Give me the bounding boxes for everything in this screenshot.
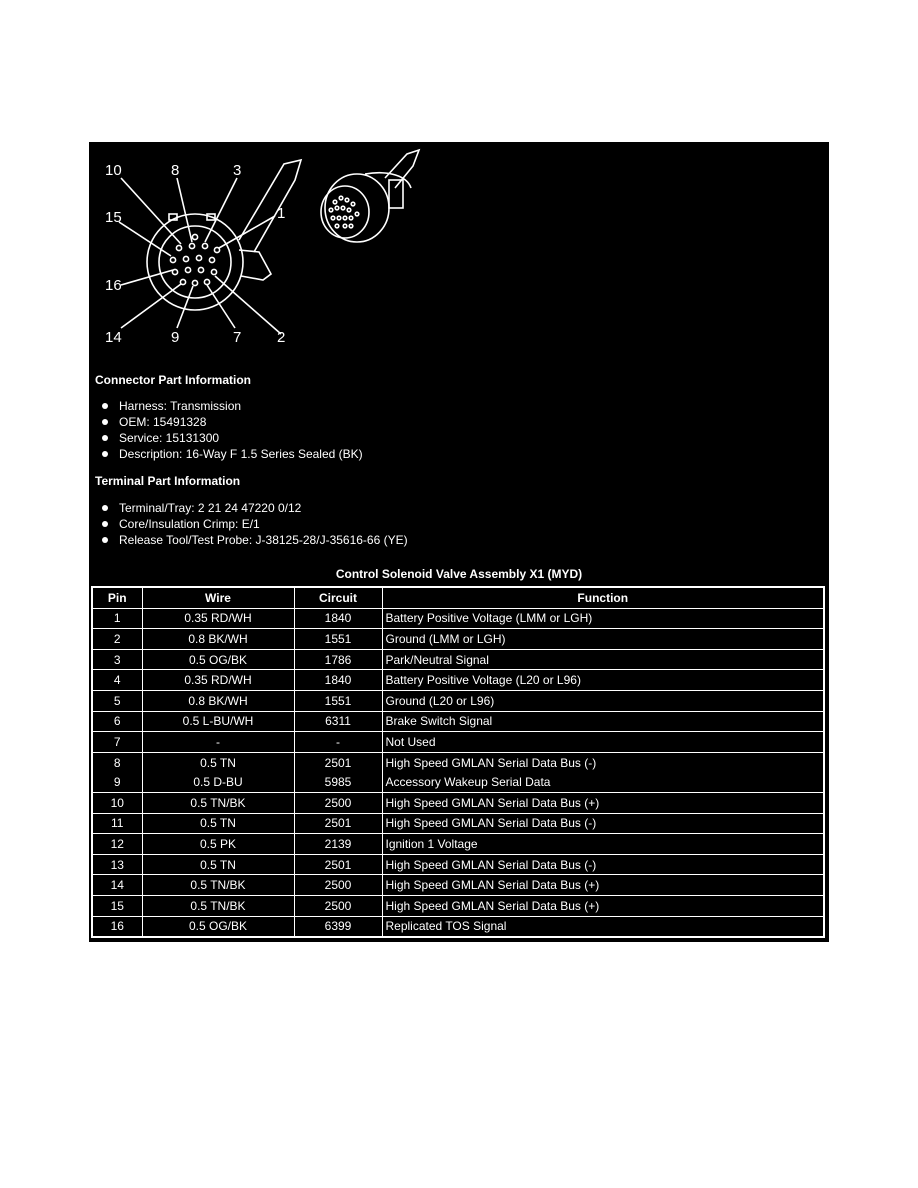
table-row xyxy=(92,670,824,691)
pin-cell: 11 xyxy=(92,813,142,834)
pin-callout: 10 xyxy=(105,162,122,179)
table-row xyxy=(92,690,824,711)
table-row xyxy=(92,732,824,753)
pin-cell: 8 xyxy=(92,752,142,772)
connector-outer-ring xyxy=(147,214,243,310)
pin-callout: 16 xyxy=(105,277,122,294)
function-cell: High Speed GMLAN Serial Data Bus (+) xyxy=(382,875,824,896)
table-row xyxy=(92,895,824,916)
function-cell: Not Used xyxy=(382,732,824,753)
function-cell: Ground (L20 or L96) xyxy=(382,690,824,711)
function-cell: Battery Positive Voltage (LMM or LGH) xyxy=(382,608,824,629)
pin-callout: 1 xyxy=(277,205,286,222)
list-item: Release Tool/Test Probe: J-38125-28/J-35616-66 (YE) xyxy=(101,532,408,548)
circuit-cell: 5985 xyxy=(294,772,382,792)
function-cell: Ignition 1 Voltage xyxy=(382,834,824,855)
pin-cell: 15 xyxy=(92,895,142,916)
column-header: Pin xyxy=(92,587,142,608)
pin-cell: 3 xyxy=(92,649,142,670)
pin-callout: 8 xyxy=(171,162,180,179)
pin-callout: 15 xyxy=(105,209,122,226)
table-row xyxy=(92,875,824,896)
latch-arm xyxy=(239,160,301,252)
wire-cell: 0.5 OG/BK xyxy=(142,649,294,670)
list-item: Core/Insulation Crimp: E/1 xyxy=(101,516,408,532)
pin-cell: 13 xyxy=(92,854,142,875)
pinout-table xyxy=(91,586,825,938)
function-cell: High Speed GMLAN Serial Data Bus (+) xyxy=(382,895,824,916)
wire-cell: 0.5 TN/BK xyxy=(142,792,294,813)
table-header-row xyxy=(92,587,824,608)
side-lock xyxy=(239,250,271,280)
table-body xyxy=(92,608,824,937)
function-cell: Park/Neutral Signal xyxy=(382,649,824,670)
pin-callout: 3 xyxy=(233,162,242,179)
table-row xyxy=(92,813,824,834)
wire-cell: 0.5 D-BU xyxy=(142,772,294,792)
pin-cell: 1 xyxy=(92,608,142,629)
table-row xyxy=(92,608,824,629)
circuit-cell: 6399 xyxy=(294,916,382,937)
pin-callout: 14 xyxy=(105,329,122,346)
table-row xyxy=(92,834,824,855)
table-row xyxy=(92,772,824,792)
circuit-cell: 2500 xyxy=(294,895,382,916)
function-cell: High Speed GMLAN Serial Data Bus (-) xyxy=(382,813,824,834)
wire-cell: 0.8 BK/WH xyxy=(142,629,294,650)
list-item: OEM: 15491328 xyxy=(101,414,363,430)
function-cell: Replicated TOS Signal xyxy=(382,916,824,937)
pin-cell: 2 xyxy=(92,629,142,650)
list-item: Harness: Transmission xyxy=(101,398,363,414)
wire-cell: 0.35 RD/WH xyxy=(142,608,294,629)
function-cell: Accessory Wakeup Serial Data xyxy=(382,772,824,792)
pin-cell: 16 xyxy=(92,916,142,937)
circuit-cell: 2500 xyxy=(294,792,382,813)
wire-cell: 0.5 TN xyxy=(142,813,294,834)
circuit-cell: 2501 xyxy=(294,752,382,772)
pin-cell: 7 xyxy=(92,732,142,753)
table-caption: Control Solenoid Valve Assembly X1 (MYD) xyxy=(335,567,583,581)
function-cell: High Speed GMLAN Serial Data Bus (-) xyxy=(382,854,824,875)
pin-cell: 10 xyxy=(92,792,142,813)
table-row xyxy=(92,711,824,732)
connector-panel xyxy=(89,142,829,942)
circuit-cell: 1840 xyxy=(294,670,382,691)
pin-cell: 6 xyxy=(92,711,142,732)
pin-cell: 12 xyxy=(92,834,142,855)
wire-cell: 0.5 L-BU/WH xyxy=(142,711,294,732)
connector-info-heading: Connector Part Information xyxy=(95,373,252,387)
pin-cell: 14 xyxy=(92,875,142,896)
table-row xyxy=(92,649,824,670)
function-cell: Ground (LMM or LGH) xyxy=(382,629,824,650)
column-header: Wire xyxy=(142,587,294,608)
table-row xyxy=(92,854,824,875)
list-item: Description: 16-Way F 1.5 Series Sealed (BK) xyxy=(101,446,363,462)
list-item: Service: 15131300 xyxy=(101,430,363,446)
terminal-info-list xyxy=(101,500,408,548)
circuit-cell: - xyxy=(294,732,382,753)
circuit-cell: 2139 xyxy=(294,834,382,855)
wire-cell: 0.5 TN xyxy=(142,752,294,772)
circuit-cell: 2500 xyxy=(294,875,382,896)
pin-callout: 7 xyxy=(233,329,242,346)
wire-cell: 0.5 PK xyxy=(142,834,294,855)
wire-cell: - xyxy=(142,732,294,753)
pin-cell: 9 xyxy=(92,772,142,792)
terminal-info-heading: Terminal Part Information xyxy=(95,474,241,488)
table-row xyxy=(92,629,824,650)
circuit-cell: 1786 xyxy=(294,649,382,670)
column-header: Function xyxy=(382,587,824,608)
circuit-cell: 1551 xyxy=(294,690,382,711)
connector-diagram xyxy=(89,142,449,357)
pin-cell: 5 xyxy=(92,690,142,711)
column-header: Circuit xyxy=(294,587,382,608)
pin-callout: 9 xyxy=(171,329,180,346)
circuit-cell: 1840 xyxy=(294,608,382,629)
wire-cell: 0.5 TN/BK xyxy=(142,875,294,896)
wire-cell: 0.35 RD/WH xyxy=(142,670,294,691)
pin-cell: 4 xyxy=(92,670,142,691)
function-cell: High Speed GMLAN Serial Data Bus (+) xyxy=(382,792,824,813)
circuit-cell: 2501 xyxy=(294,813,382,834)
list-item: Terminal/Tray: 2 21 24 47220 0/12 xyxy=(101,500,408,516)
connector-info-list xyxy=(101,398,363,462)
table-row xyxy=(92,916,824,937)
pin-callout: 2 xyxy=(277,329,286,346)
circuit-cell: 2501 xyxy=(294,854,382,875)
table-row xyxy=(92,752,824,772)
wire-cell: 0.5 OG/BK xyxy=(142,916,294,937)
wire-cell: 0.5 TN xyxy=(142,854,294,875)
function-cell: High Speed GMLAN Serial Data Bus (-) xyxy=(382,752,824,772)
circuit-cell: 6311 xyxy=(294,711,382,732)
table-row xyxy=(92,792,824,813)
function-cell: Battery Positive Voltage (L20 or L96) xyxy=(382,670,824,691)
wire-cell: 0.5 TN/BK xyxy=(142,895,294,916)
circuit-cell: 1551 xyxy=(294,629,382,650)
wire-cell: 0.8 BK/WH xyxy=(142,690,294,711)
connector-inner-ring xyxy=(159,226,231,298)
function-cell: Brake Switch Signal xyxy=(382,711,824,732)
